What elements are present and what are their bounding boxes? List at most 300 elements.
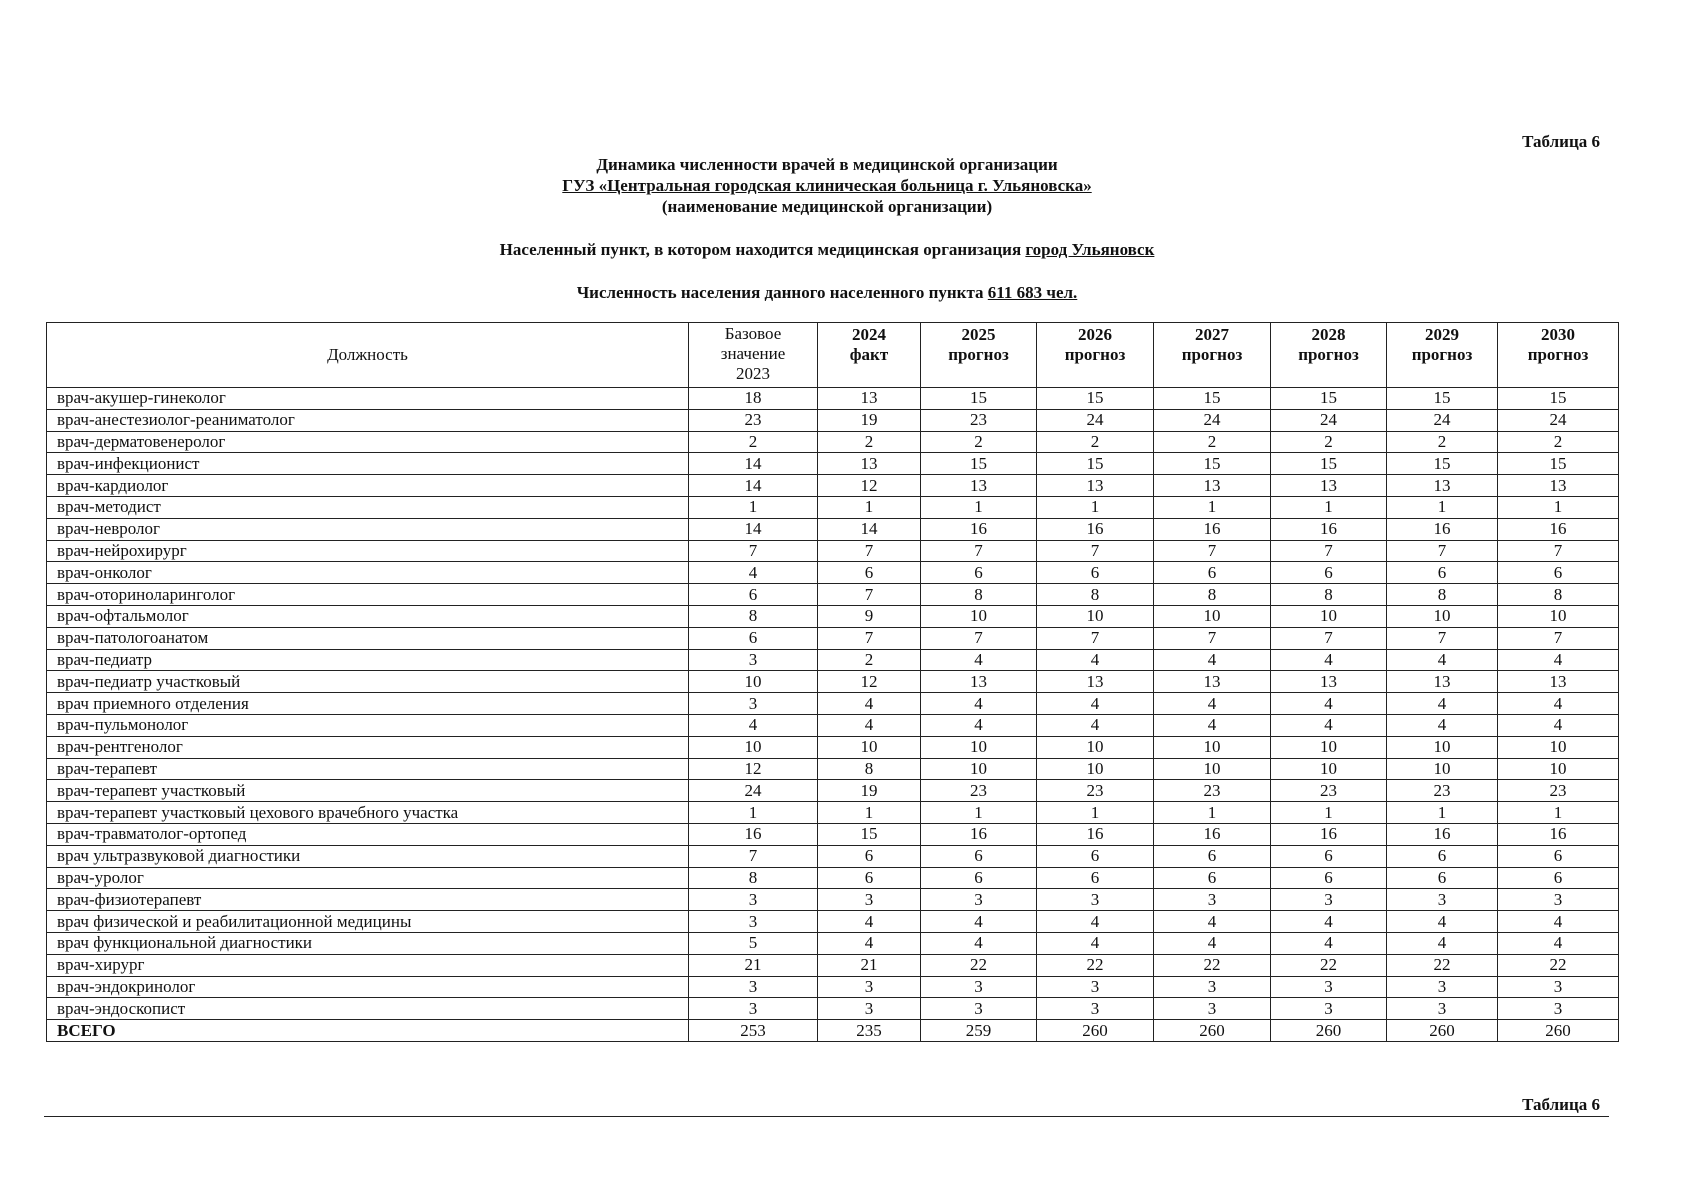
position-cell: врач-онколог [47, 562, 689, 584]
table-row [47, 867, 1619, 889]
table-row [47, 714, 1619, 736]
value-cell: 3 [1498, 976, 1619, 998]
value-cell: 6 [1271, 562, 1387, 584]
value-cell: 4 [1498, 911, 1619, 933]
value-cell: 4 [1154, 714, 1271, 736]
value-cell: 3 [689, 693, 818, 715]
value-cell: 1 [1271, 802, 1387, 824]
value-cell: 7 [1271, 540, 1387, 562]
table-number-label: Таблица 6 [1522, 132, 1600, 151]
value-cell: 12 [818, 475, 921, 497]
header-year: 2025 [961, 325, 996, 344]
value-cell: 13 [1037, 475, 1154, 497]
value-cell: 1 [1271, 496, 1387, 518]
value-cell: 1 [1154, 802, 1271, 824]
base-header-line: 2023 [736, 364, 770, 383]
value-cell: 3 [818, 976, 921, 998]
value-cell: 4 [818, 911, 921, 933]
value-cell: 10 [689, 671, 818, 693]
value-cell: 7 [921, 540, 1037, 562]
position-cell: врач-инфекционист [47, 453, 689, 475]
value-cell: 7 [689, 540, 818, 562]
value-cell: 16 [1271, 518, 1387, 540]
table-row [47, 911, 1619, 933]
value-cell: 15 [1387, 453, 1498, 475]
value-cell: 3 [689, 998, 818, 1020]
value-cell: 4 [689, 562, 818, 584]
column-header-2030 [1498, 323, 1619, 388]
table-row [47, 780, 1619, 802]
value-cell: 3 [1154, 998, 1271, 1020]
value-cell: 4 [1387, 911, 1498, 933]
total-value-cell: 253 [689, 1020, 818, 1042]
table-row [47, 932, 1619, 954]
value-cell: 3 [1154, 889, 1271, 911]
position-cell: врач-пульмонолог [47, 714, 689, 736]
position-cell: врач-акушер-гинеколог [47, 388, 689, 410]
value-cell: 23 [1498, 780, 1619, 802]
header-year: 2029 [1425, 325, 1459, 344]
value-cell: 24 [1154, 409, 1271, 431]
table-row [47, 453, 1619, 475]
value-cell: 3 [921, 976, 1037, 998]
position-cell: врач приемного отделения [47, 693, 689, 715]
value-cell: 1 [1387, 496, 1498, 518]
header-year: 2027 [1195, 325, 1229, 344]
value-cell: 22 [1271, 954, 1387, 976]
value-cell: 1 [1037, 802, 1154, 824]
value-cell: 22 [1387, 954, 1498, 976]
value-cell: 10 [1387, 605, 1498, 627]
value-cell: 1 [1037, 496, 1154, 518]
value-cell: 3 [921, 998, 1037, 1020]
value-cell: 15 [1271, 453, 1387, 475]
value-cell: 4 [1154, 911, 1271, 933]
table-number-label-bottom: Таблица 6 [1522, 1095, 1600, 1114]
value-cell: 4 [818, 693, 921, 715]
value-cell: 24 [689, 780, 818, 802]
value-cell: 4 [1154, 649, 1271, 671]
locality-value: город Ульяновск [1025, 240, 1155, 259]
position-cell: врач-офтальмолог [47, 605, 689, 627]
table-row [47, 954, 1619, 976]
value-cell: 24 [1037, 409, 1154, 431]
population-line [46, 282, 1608, 303]
table-row [47, 802, 1619, 824]
value-cell: 6 [689, 627, 818, 649]
value-cell: 6 [1154, 867, 1271, 889]
value-cell: 23 [921, 780, 1037, 802]
value-cell: 13 [1037, 671, 1154, 693]
value-cell: 16 [1037, 823, 1154, 845]
value-cell: 21 [818, 954, 921, 976]
value-cell: 6 [1154, 845, 1271, 867]
position-cell: врач-уролог [47, 867, 689, 889]
value-cell: 2 [1271, 431, 1387, 453]
value-cell: 4 [921, 693, 1037, 715]
table-row [47, 889, 1619, 911]
value-cell: 13 [1498, 475, 1619, 497]
header-kind: прогноз [1527, 345, 1589, 364]
doctors-table [46, 322, 1619, 1042]
value-cell: 5 [689, 932, 818, 954]
value-cell: 4 [921, 911, 1037, 933]
position-cell: врач-педиатр [47, 649, 689, 671]
value-cell: 3 [818, 998, 921, 1020]
total-value-cell: 260 [1154, 1020, 1271, 1042]
value-cell: 6 [689, 584, 818, 606]
value-cell: 10 [1037, 758, 1154, 780]
value-cell: 6 [818, 562, 921, 584]
value-cell: 8 [921, 584, 1037, 606]
value-cell: 3 [818, 889, 921, 911]
value-cell: 15 [1037, 453, 1154, 475]
value-cell: 24 [1387, 409, 1498, 431]
value-cell: 4 [1271, 714, 1387, 736]
value-cell: 23 [1154, 780, 1271, 802]
header-year: 2028 [1311, 325, 1346, 344]
value-cell: 10 [689, 736, 818, 758]
value-cell: 13 [1154, 671, 1271, 693]
total-value-cell: 260 [1271, 1020, 1387, 1042]
value-cell: 4 [1387, 693, 1498, 715]
table-row [47, 693, 1619, 715]
value-cell: 2 [921, 431, 1037, 453]
value-cell: 7 [1037, 540, 1154, 562]
value-cell: 4 [1271, 693, 1387, 715]
value-cell: 3 [1271, 976, 1387, 998]
value-cell: 3 [1498, 998, 1619, 1020]
total-value-cell: 259 [921, 1020, 1037, 1042]
value-cell: 16 [1154, 518, 1271, 540]
value-cell: 4 [1498, 932, 1619, 954]
position-cell: врач-патологоанатом [47, 627, 689, 649]
value-cell: 15 [921, 453, 1037, 475]
value-cell: 10 [921, 758, 1037, 780]
value-cell: 6 [1498, 845, 1619, 867]
value-cell: 6 [921, 867, 1037, 889]
value-cell: 2 [818, 649, 921, 671]
position-cell: врач ультразвуковой диагностики [47, 845, 689, 867]
value-cell: 7 [1387, 540, 1498, 562]
value-cell: 6 [1498, 562, 1619, 584]
value-cell: 23 [1387, 780, 1498, 802]
value-cell: 7 [1498, 540, 1619, 562]
value-cell: 6 [1387, 845, 1498, 867]
value-cell: 18 [689, 388, 818, 410]
column-header-2026 [1037, 323, 1154, 388]
value-cell: 10 [1154, 758, 1271, 780]
value-cell: 4 [1037, 932, 1154, 954]
value-cell: 3 [1037, 998, 1154, 1020]
value-cell: 1 [689, 802, 818, 824]
value-cell: 24 [1271, 409, 1387, 431]
value-cell: 7 [1498, 627, 1619, 649]
table-total-row [47, 1020, 1619, 1042]
value-cell: 10 [921, 736, 1037, 758]
value-cell: 10 [921, 605, 1037, 627]
value-cell: 4 [1037, 649, 1154, 671]
table-row [47, 627, 1619, 649]
column-header-base [689, 323, 818, 388]
value-cell: 1 [1154, 496, 1271, 518]
value-cell: 3 [689, 911, 818, 933]
header-year: 2024 [852, 325, 886, 344]
value-cell: 3 [1498, 889, 1619, 911]
value-cell: 8 [1498, 584, 1619, 606]
value-cell: 3 [1271, 998, 1387, 1020]
table-row [47, 388, 1619, 410]
value-cell: 13 [1498, 671, 1619, 693]
value-cell: 4 [921, 932, 1037, 954]
value-cell: 3 [1037, 976, 1154, 998]
value-cell: 16 [1387, 518, 1498, 540]
value-cell: 3 [1154, 976, 1271, 998]
value-cell: 13 [1271, 671, 1387, 693]
position-cell: врач-оториноларинголог [47, 584, 689, 606]
value-cell: 10 [818, 736, 921, 758]
position-cell: врач-физиотерапевт [47, 889, 689, 911]
value-cell: 4 [1154, 932, 1271, 954]
value-cell: 23 [689, 409, 818, 431]
value-cell: 22 [1154, 954, 1271, 976]
value-cell: 1 [1498, 496, 1619, 518]
value-cell: 10 [1498, 736, 1619, 758]
value-cell: 7 [818, 627, 921, 649]
value-cell: 3 [1387, 976, 1498, 998]
position-cell: врач-методист [47, 496, 689, 518]
population-label: Численность населения данного населенного пункта [576, 283, 984, 302]
value-cell: 2 [1037, 431, 1154, 453]
value-cell: 9 [818, 605, 921, 627]
value-cell: 16 [689, 823, 818, 845]
value-cell: 15 [1154, 453, 1271, 475]
value-cell: 10 [1387, 736, 1498, 758]
table-row [47, 823, 1619, 845]
header-kind: прогноз [1064, 345, 1126, 364]
value-cell: 21 [689, 954, 818, 976]
value-cell: 3 [689, 889, 818, 911]
value-cell: 3 [1387, 998, 1498, 1020]
value-cell: 16 [1387, 823, 1498, 845]
total-value-cell: 260 [1498, 1020, 1619, 1042]
position-cell: врач-нейрохирург [47, 540, 689, 562]
position-cell: врач-терапевт участковый [47, 780, 689, 802]
value-cell: 7 [1387, 627, 1498, 649]
value-cell: 4 [1271, 932, 1387, 954]
position-cell: врач функциональной диагностики [47, 932, 689, 954]
value-cell: 10 [1037, 736, 1154, 758]
column-header-2028 [1271, 323, 1387, 388]
value-cell: 4 [921, 714, 1037, 736]
value-cell: 6 [1037, 867, 1154, 889]
table-row [47, 540, 1619, 562]
value-cell: 4 [1271, 911, 1387, 933]
value-cell: 14 [689, 475, 818, 497]
value-cell: 6 [1037, 845, 1154, 867]
value-cell: 7 [921, 627, 1037, 649]
value-cell: 6 [1037, 562, 1154, 584]
value-cell: 3 [1271, 889, 1387, 911]
column-header-2027 [1154, 323, 1271, 388]
value-cell: 13 [818, 388, 921, 410]
value-cell: 10 [1154, 736, 1271, 758]
value-cell: 10 [1271, 605, 1387, 627]
value-cell: 16 [1271, 823, 1387, 845]
table-row [47, 649, 1619, 671]
value-cell: 16 [1498, 823, 1619, 845]
value-cell: 15 [1387, 388, 1498, 410]
value-cell: 13 [1271, 475, 1387, 497]
column-header-2024 [818, 323, 921, 388]
header-kind: прогноз [1181, 345, 1243, 364]
value-cell: 6 [1387, 867, 1498, 889]
value-cell: 7 [1271, 627, 1387, 649]
value-cell: 22 [921, 954, 1037, 976]
value-cell: 1 [689, 496, 818, 518]
value-cell: 4 [1498, 714, 1619, 736]
value-cell: 22 [1498, 954, 1619, 976]
value-cell: 24 [1498, 409, 1619, 431]
value-cell: 14 [689, 453, 818, 475]
value-cell: 4 [921, 649, 1037, 671]
column-header-2025 [921, 323, 1037, 388]
value-cell: 4 [1037, 911, 1154, 933]
base-header-line: Базовое [724, 324, 782, 343]
value-cell: 13 [921, 671, 1037, 693]
value-cell: 2 [1154, 431, 1271, 453]
value-cell: 4 [1387, 714, 1498, 736]
total-label: ВСЕГО [47, 1020, 689, 1042]
value-cell: 23 [921, 409, 1037, 431]
value-cell: 13 [1387, 671, 1498, 693]
column-header-position: Должность [47, 323, 689, 388]
position-cell: врач-невролог [47, 518, 689, 540]
value-cell: 16 [921, 518, 1037, 540]
value-cell: 13 [1154, 475, 1271, 497]
value-cell: 4 [1498, 693, 1619, 715]
table-row [47, 431, 1619, 453]
value-cell: 6 [1498, 867, 1619, 889]
value-cell: 7 [689, 845, 818, 867]
table-row [47, 584, 1619, 606]
organization-caption: (наименование медицинской организации) [661, 197, 993, 216]
value-cell: 2 [1498, 431, 1619, 453]
position-cell: врач-терапевт участковый цехового врачебного участка [47, 802, 689, 824]
value-cell: 10 [1271, 758, 1387, 780]
value-cell: 2 [689, 431, 818, 453]
value-cell: 15 [1498, 453, 1619, 475]
value-cell: 4 [1154, 693, 1271, 715]
value-cell: 1 [818, 496, 921, 518]
population-value: 611 683 чел. [987, 283, 1078, 302]
value-cell: 4 [1037, 693, 1154, 715]
position-cell: врач-анестезиолог-реаниматолог [47, 409, 689, 431]
value-cell: 4 [1271, 649, 1387, 671]
table-row [47, 671, 1619, 693]
value-cell: 15 [818, 823, 921, 845]
value-cell: 4 [1387, 932, 1498, 954]
value-cell: 13 [818, 453, 921, 475]
value-cell: 6 [1387, 562, 1498, 584]
value-cell: 1 [818, 802, 921, 824]
value-cell: 16 [1498, 518, 1619, 540]
value-cell: 2 [1387, 431, 1498, 453]
value-cell: 7 [818, 584, 921, 606]
value-cell: 13 [921, 475, 1037, 497]
locality-line [46, 239, 1608, 260]
value-cell: 16 [1037, 518, 1154, 540]
value-cell: 14 [818, 518, 921, 540]
value-cell: 8 [1387, 584, 1498, 606]
value-cell: 8 [1154, 584, 1271, 606]
page-divider [44, 1116, 1609, 1117]
value-cell: 1 [921, 802, 1037, 824]
value-cell: 10 [1387, 758, 1498, 780]
table-row [47, 518, 1619, 540]
header-kind: прогноз [1411, 345, 1473, 364]
table-body [47, 388, 1619, 1042]
table-row [47, 475, 1619, 497]
position-cell: врач-эндокринолог [47, 976, 689, 998]
document-title: Динамика численности врачей в медицинской организации [596, 155, 1058, 174]
table-row [47, 998, 1619, 1020]
value-cell: 3 [689, 649, 818, 671]
value-cell: 4 [689, 714, 818, 736]
value-cell: 10 [1498, 605, 1619, 627]
value-cell: 10 [1154, 605, 1271, 627]
value-cell: 1 [1498, 802, 1619, 824]
position-cell: врач-терапевт [47, 758, 689, 780]
value-cell: 15 [1498, 388, 1619, 410]
value-cell: 10 [1271, 736, 1387, 758]
header-year: 2030 [1541, 325, 1575, 344]
table-row [47, 409, 1619, 431]
value-cell: 3 [921, 889, 1037, 911]
value-cell: 19 [818, 780, 921, 802]
value-cell: 3 [1387, 889, 1498, 911]
value-cell: 22 [1037, 954, 1154, 976]
value-cell: 4 [1037, 714, 1154, 736]
value-cell: 4 [818, 932, 921, 954]
value-cell: 4 [1387, 649, 1498, 671]
position-cell: врач-хирург [47, 954, 689, 976]
value-cell: 7 [818, 540, 921, 562]
value-cell: 6 [818, 845, 921, 867]
position-cell: врач-кардиолог [47, 475, 689, 497]
value-cell: 8 [1271, 584, 1387, 606]
value-cell: 7 [1154, 627, 1271, 649]
value-cell: 19 [818, 409, 921, 431]
table-row [47, 496, 1619, 518]
value-cell: 15 [1271, 388, 1387, 410]
value-cell: 13 [1387, 475, 1498, 497]
value-cell: 15 [1154, 388, 1271, 410]
value-cell: 6 [921, 845, 1037, 867]
organization-name: ГУЗ «Центральная городская клиническая больница г. Ульяновска» [562, 176, 1092, 195]
value-cell: 15 [921, 388, 1037, 410]
table-row [47, 758, 1619, 780]
position-cell: врач физической и реабилитационной медицины [47, 911, 689, 933]
value-cell: 6 [1271, 867, 1387, 889]
table-header-row [47, 323, 1619, 388]
value-cell: 7 [1154, 540, 1271, 562]
value-cell: 6 [1154, 562, 1271, 584]
value-cell: 4 [818, 714, 921, 736]
value-cell: 7 [1037, 627, 1154, 649]
locality-label: Населенный пункт, в котором находится медицинская организация [499, 240, 1022, 259]
value-cell: 15 [1037, 388, 1154, 410]
